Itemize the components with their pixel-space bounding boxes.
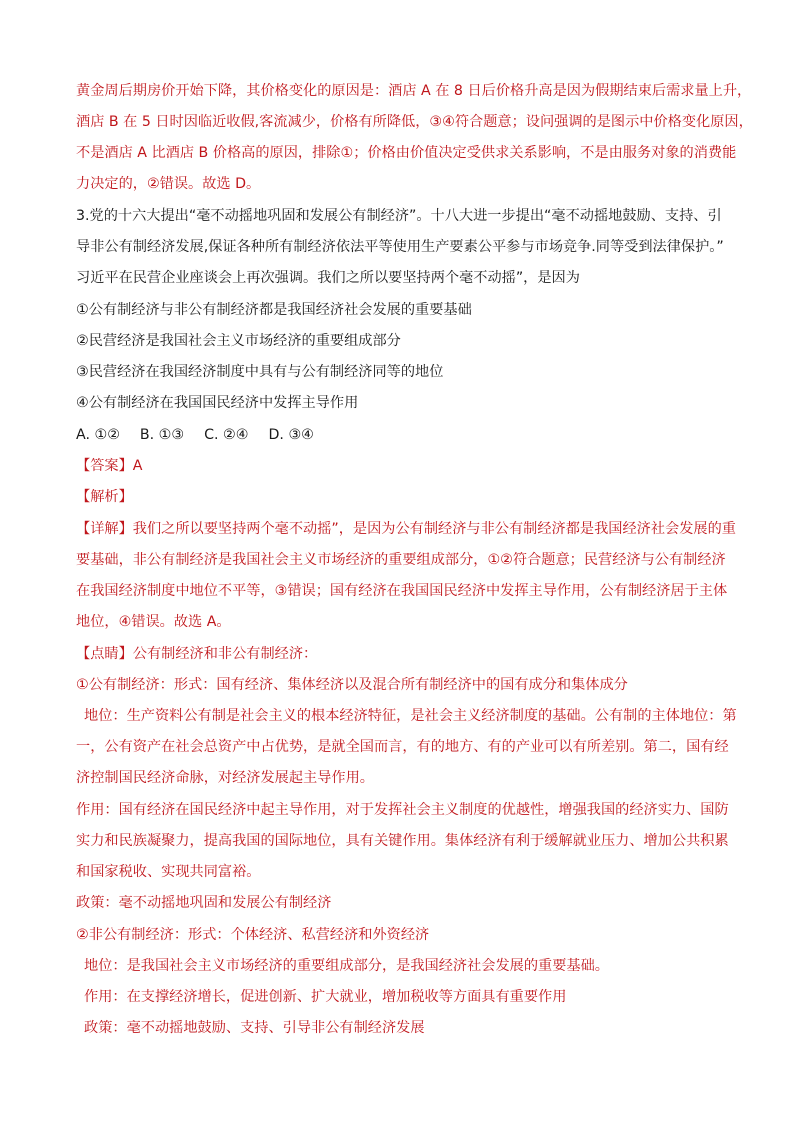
analysis-label: 【解析】	[76, 489, 133, 505]
statement-2: ②民营经济是我国社会主义市场经济的重要组成部分	[76, 333, 401, 349]
public-role-line-3: 和国家税收、实现共同富裕。	[76, 864, 261, 880]
detail-line-1	[76, 519, 736, 539]
question-stem-line-1: 3.党的十六大提出“毫不动摇地巩固和发展公有制经济”。十八大进一步提出“毫不动摇地鼓励、支持、引	[76, 208, 722, 224]
detail-line-2: 要基础，非公有制经济是我国社会主义市场经济的重要组成部分，①②符合题意；民营经济与公有制经济	[76, 552, 726, 568]
nonpublic-role: 作用：在支撑经济增长，促进创新、扩大就业，增加税收等方面具有重要作用	[84, 989, 567, 1005]
prev-analysis-line-1: 黄金周后期房价开始下降，其价格变化的原因是：酒店 A 在 8 日后价格升高是因为假期结束后需求量上升，	[76, 83, 752, 99]
prev-analysis-line-3: 不是酒店 A 比酒店 B 价格高的原因，排除①；价格由价值决定受供求关系影响，不是由服务对象的消费能	[76, 145, 737, 161]
detail-text-1: 我们之所以要坚持两个毫不动摇”，是因为公有制经济与非公有制经济都是我国经济社会发展的重	[132, 521, 736, 537]
public-role-line-1: 作用：国有经济在国民经济中起主导作用，对于发挥社会主义制度的优越性，增强我国的经济实力、国防	[76, 802, 729, 818]
detail-line-3: 在我国经济制度中地位不平等，③错误；国有经济在我国国民经济中发挥主导作用，公有制经济居于主体	[76, 583, 728, 599]
nonpublic-status: 地位：是我国社会主义市场经济的重要组成部分，是我国经济社会发展的重要基础。	[84, 958, 609, 974]
answer-value: A	[132, 458, 143, 474]
tip-line	[76, 644, 317, 664]
detail-line-4: 地位，④错误。故选 A。	[76, 614, 231, 630]
option-c: C. ②④	[204, 427, 249, 443]
statement-1: ①公有制经济与非公有制经济都是我国经济社会发展的重要基础	[76, 302, 472, 318]
tip-label: 【点睛】	[76, 646, 133, 662]
prev-analysis-line-4: 力决定的，②错误。故选 D。	[76, 176, 261, 192]
option-a: A. ①②	[76, 427, 120, 443]
option-b: B. ①③	[139, 427, 185, 443]
option-d: D. ③④	[268, 427, 314, 443]
public-status-line-2: 一，公有资产在社会总资产中占优势，是就全国而言，有的地方、有的产业可以有所差别。第二，国有经	[76, 739, 729, 755]
answer-label: 【答案】	[76, 458, 133, 474]
public-form: ①公有制经济：形式：国有经济、集体经济以及混合所有制经济中的国有成分和集体成分	[76, 677, 628, 693]
options-row	[76, 425, 334, 445]
nonpublic-form: ②非公有制经济：形式：个体经济、私营经济和外资经济	[76, 927, 430, 943]
detail-label: 【详解】	[76, 521, 133, 537]
statement-3: ③民营经济在我国经济制度中具有与公有制经济同等的地位	[76, 364, 444, 380]
public-status-line-3: 济控制国民经济命脉，对经济发展起主导作用。	[76, 770, 374, 786]
public-status-line-1: 地位：生产资料公有制是社会主义的根本经济特征，是社会主义经济制度的基础。公有制的主体地位：第	[84, 708, 737, 724]
question-stem-line-3: 习近平在民营企业座谈会上再次强调。我们之所以要坚持两个毫不动摇”，是因为	[76, 270, 580, 286]
tip-title: 公有制经济和非公有制经济：	[132, 646, 318, 662]
prev-analysis-line-2: 酒店 B 在 5 日时因临近收假,客流减少，价格有所降低，③④符合题意；设问强调的是图示中价格变化原因，	[76, 114, 753, 130]
nonpublic-policy: 政策：毫不动摇地鼓励、支持、引导非公有制经济发展	[84, 1020, 425, 1036]
statement-4: ④公有制经济在我国国民经济中发挥主导作用	[76, 395, 359, 411]
public-policy: 政策：毫不动摇地巩固和发展公有制经济	[76, 895, 332, 911]
public-role-line-2: 实力和民族凝聚力，提高我国的国际地位，具有关键作用。集体经济有利于缓解就业压力、增加公共积累	[76, 833, 729, 849]
question-stem-line-2: 导非公有制经济发展,保证各种所有制经济依法平等使用生产要素公平参与市场竞争.同等受到法律保护。”	[76, 239, 724, 255]
answer-line	[76, 456, 142, 476]
